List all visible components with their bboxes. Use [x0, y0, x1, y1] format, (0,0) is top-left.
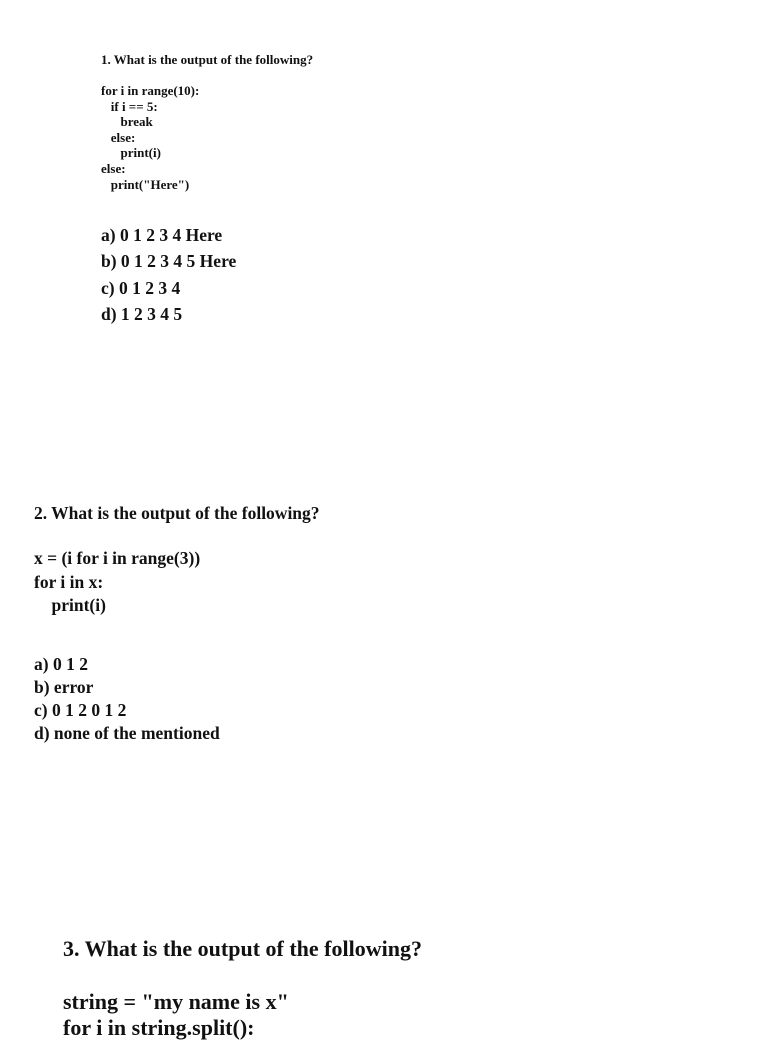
code-line: if i == 5: — [101, 98, 158, 114]
question-1 — [101, 51, 313, 327]
question-title: 2. What is the output of the following? — [34, 503, 320, 523]
code-line: else: — [101, 129, 136, 145]
question-2 — [34, 502, 320, 746]
code-block — [34, 547, 320, 618]
answer-option-a: a) 0 1 2 3 4 Here — [101, 225, 223, 246]
code-block — [63, 989, 422, 1041]
code-block — [101, 83, 313, 192]
question-3 — [63, 935, 422, 1041]
code-line: print(i) — [101, 145, 161, 161]
answer-option-a: a) 0 1 2 — [34, 653, 88, 674]
code-line: print(i) — [34, 595, 106, 615]
code-line: for i in range(10): — [101, 83, 200, 98]
question-title: 3. What is the output of the following? — [63, 936, 422, 961]
answer-option-c: c) 0 1 2 3 4 — [101, 277, 181, 298]
answer-options — [34, 653, 320, 746]
code-line: string = "my name is x" — [63, 989, 289, 1014]
code-line: else: — [101, 160, 126, 176]
code-line: print("Here") — [101, 176, 190, 192]
answer-options — [101, 222, 313, 327]
code-line: break — [101, 114, 153, 130]
code-line: for i in x: — [34, 571, 104, 592]
answer-option-b: b) 0 1 2 3 4 5 Here — [101, 251, 237, 272]
answer-option-c: c) 0 1 2 0 1 2 — [34, 700, 127, 721]
question-title: 1. What is the output of the following? — [101, 52, 314, 67]
answer-option-d: d) none of the mentioned — [34, 723, 220, 744]
code-line: x = (i for i in range(3)) — [34, 548, 201, 568]
code-line: for i in string.split(): — [63, 1015, 255, 1040]
answer-option-b: b) error — [34, 676, 94, 697]
answer-option-d: d) 1 2 3 4 5 — [101, 303, 183, 324]
